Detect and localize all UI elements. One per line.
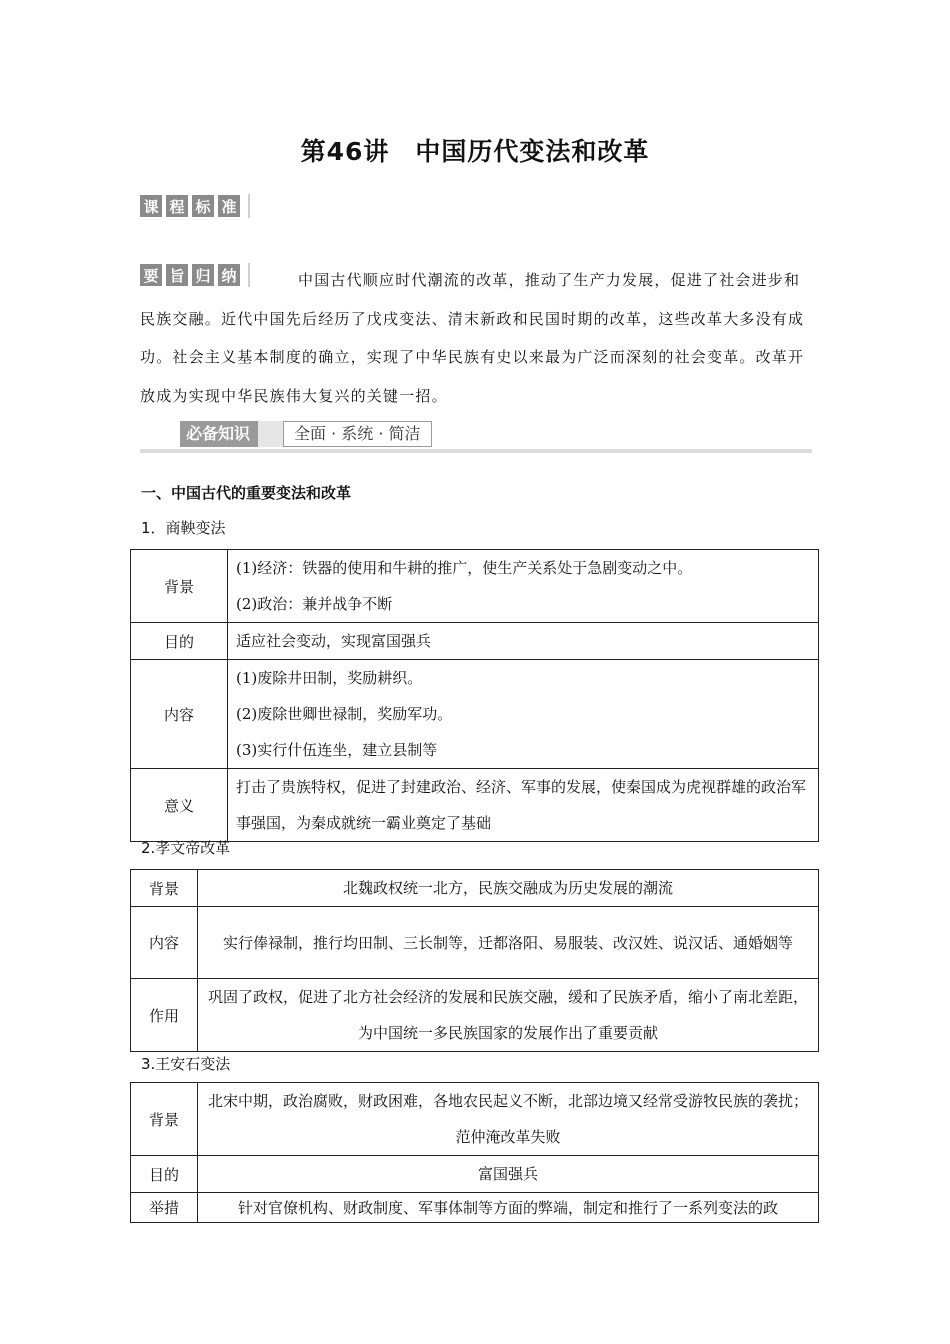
- row-content: 北宋中期，政治腐败，财政困难，各地农民起义不断，北部边境又经常受游牧民族的袭扰；范仲淹改革失败: [198, 1083, 819, 1156]
- row-label: 举措: [131, 1193, 198, 1223]
- subsection-heading-wang-anshi: 3.王安石变法: [141, 1055, 231, 1073]
- page-title: 第46讲 中国历代变法和改革: [300, 137, 650, 166]
- table-row: [131, 623, 819, 660]
- badge-char: 归: [192, 264, 214, 286]
- row-content: 针对官僚机构、财政制度、军事体制等方面的弊端，制定和推行了一系列变法的政: [198, 1193, 819, 1223]
- badge-char: 程: [166, 195, 188, 217]
- row-label: 目的: [131, 623, 228, 660]
- row-label: 背景: [131, 870, 198, 907]
- knowledge-tag: 必备知识: [180, 421, 258, 447]
- row-content: 北魏政权统一北方，民族交融成为历史发展的潮流: [198, 870, 819, 907]
- badge-char: 课: [140, 195, 162, 217]
- table-row: [131, 979, 819, 1052]
- table-row: [131, 550, 819, 623]
- course-standard-badge: [140, 194, 250, 218]
- row-content: (1)废除井田制，奖励耕织。 (2)废除世卿世禄制，奖励军功。 (3)实行什伍连坐，建立县制等: [228, 660, 819, 769]
- row-label: 内容: [131, 907, 198, 979]
- row-content: 富国强兵: [198, 1156, 819, 1193]
- knowledge-subtitle: 全面 · 系统 · 简洁: [283, 421, 432, 447]
- badge-divider: [248, 194, 250, 218]
- table-row: [131, 769, 819, 842]
- badge-char: 纳: [218, 264, 240, 286]
- row-label: 内容: [131, 660, 228, 769]
- table-row: [131, 1156, 819, 1193]
- badge-char: 要: [140, 264, 162, 286]
- shang-yang-table: [130, 549, 819, 842]
- subsection-heading-xiaowen: 2.孝文帝改革: [141, 839, 231, 857]
- badge-char: 旨: [166, 264, 188, 286]
- row-content: 适应社会变动，实现富国强兵: [228, 623, 819, 660]
- subsection-heading-shang-yang: 1．商鞅变法: [141, 519, 226, 537]
- row-content: 巩固了政权，促进了北方社会经济的发展和民族交融，缓和了民族矛盾，缩小了南北差距，为中国统一多民族国家的发展作出了重要贡献: [198, 979, 819, 1052]
- row-label: 意义: [131, 769, 228, 842]
- knowledge-banner: [140, 421, 812, 453]
- row-label: 背景: [131, 1083, 198, 1156]
- xiaowen-table: [130, 869, 819, 1052]
- table-row: [131, 660, 819, 769]
- row-label: 目的: [131, 1156, 198, 1193]
- section-heading: 一、中国古代的重要变法和改革: [141, 484, 352, 502]
- row-content: (1)经济：铁器的使用和牛耕的推广，使生产关系处于急剧变动之中。 (2)政治：兼并战争不断: [228, 550, 819, 623]
- summary-text: 中国古代顺应时代潮流的改革，推动了生产力发展，促进了社会进步和民族交融。近代中国先后经历了戊戌变法、清末新政和民国时期的改革，这些改革大多没有成功。社会主义基本制度的确立，实现了中华民族有史以来最为广泛而深刻的社会变革。改革开放成为实现中华民族伟大复兴的关键一招。: [140, 271, 805, 405]
- table-row: [131, 907, 819, 979]
- table-row: [131, 1083, 819, 1156]
- summary-paragraph: [140, 261, 812, 415]
- row-label: 背景: [131, 550, 228, 623]
- row-content: 打击了贵族特权，促进了封建政治、经济、军事的发展，使秦国成为虎视群雄的政治军事强国，为秦成就统一霸业奠定了基础: [228, 769, 819, 842]
- row-content: 实行俸禄制，推行均田制、三长制等，迁都洛阳、易服装、改汉姓、说汉话、通婚姻等: [198, 907, 819, 979]
- table-row: [131, 1193, 819, 1223]
- badge-char: 标: [192, 195, 214, 217]
- wang-anshi-table: [130, 1082, 819, 1223]
- badge-char: 准: [218, 195, 240, 217]
- table-row: [131, 870, 819, 907]
- row-label: 作用: [131, 979, 198, 1052]
